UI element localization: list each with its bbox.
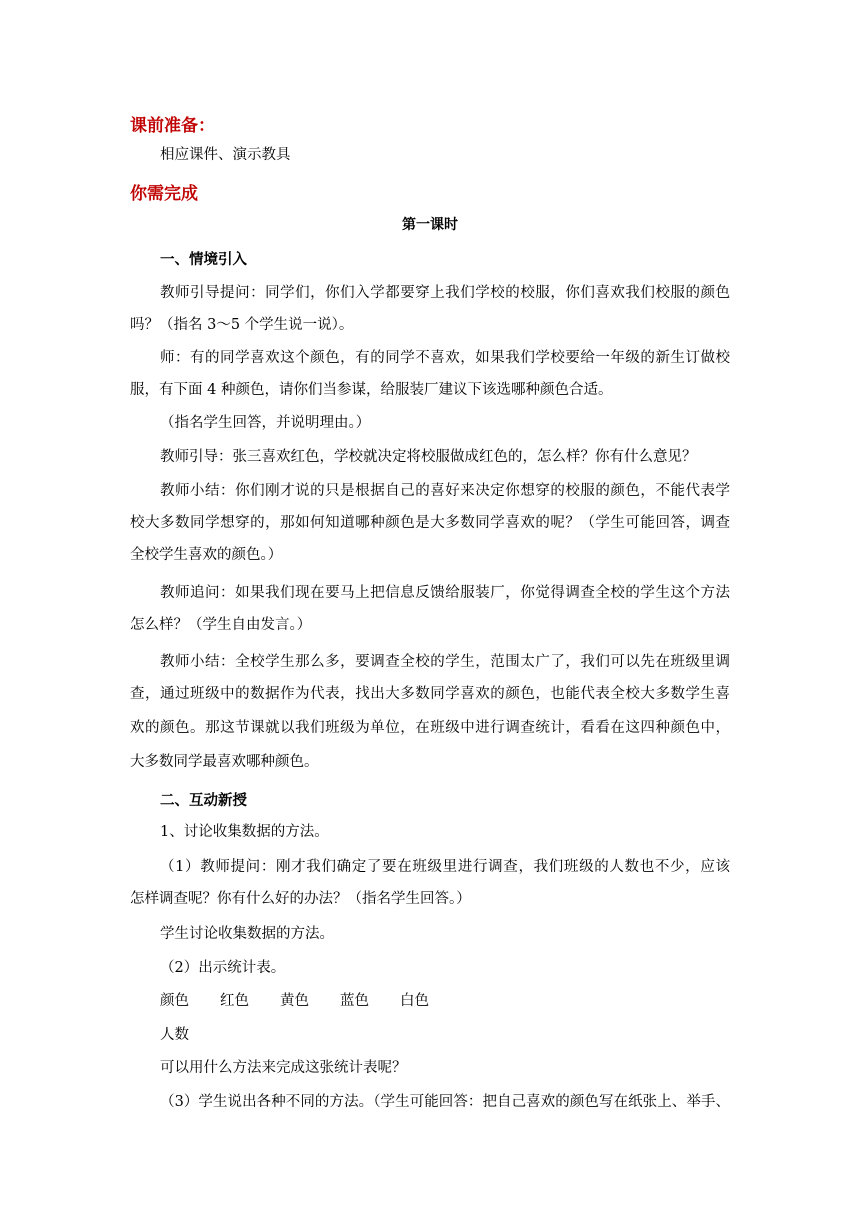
table-header-cell: 蓝色 — [340, 993, 369, 1009]
paragraph-line: 查，通过班级中的数据作为代表，找出大多数同学喜欢的颜色，也能代表全校大多数学生喜 — [130, 686, 730, 702]
prep-heading: 课前准备： — [130, 116, 215, 136]
paragraph-line: （3）学生说出各种不同的方法。（学生可能回答：把自己喜欢的颜色写在纸张上、举手、 — [160, 1094, 730, 1110]
paragraph-line: （2）出示统计表。 — [160, 960, 286, 976]
paragraph-line: （指名学生回答，并说明理由。） — [160, 415, 371, 431]
paragraph-line: 教师小结：全校学生那么多，要调查全校的学生，范围太广了，我们可以先在班级里调 — [160, 654, 730, 670]
paragraph-line: 全校学生喜欢的颜色。） — [130, 547, 283, 563]
section-heading-new-lesson: 二、互动新授 — [160, 793, 247, 809]
table-header-cell: 颜色 — [160, 993, 189, 1009]
stats-table-header — [160, 991, 460, 1011]
paragraph-line: 大多数同学最喜欢哪种颜色。 — [130, 754, 319, 770]
paragraph-line: （1）教师提问：刚才我们确定了要在班级里进行调查，我们班级的人数也不少，应该 — [160, 859, 730, 875]
paragraph-line: 学生讨论收集数据的方法。 — [160, 926, 334, 942]
section-heading-intro: 一、情境引入 — [160, 252, 247, 268]
paragraph-line: 1、讨论收集数据的方法。 — [160, 824, 329, 840]
paragraph-line: 教师追问：如果我们现在要马上把信息反馈给服装厂，你觉得调查全校的学生这个方法 — [160, 585, 730, 601]
paragraph-line: 欢的颜色。那这节课就以我们班级为单位，在班级中进行调查统计，看看在这四种颜色中， — [130, 720, 730, 736]
stats-table-row — [160, 1025, 189, 1045]
paragraph-line: 教师小结：你们刚才说的只是根据自己的喜好来决定你想穿的校服的颜色，不能代表学 — [160, 483, 730, 499]
paragraph-line: 教师引导提问：同学们，你们入学都要穿上我们学校的校服，你们喜欢我们校服的颜色 — [160, 285, 730, 301]
table-header-cell: 白色 — [400, 993, 429, 1009]
table-header-cell: 黄色 — [280, 993, 309, 1009]
lesson-title: 第一课时 — [402, 217, 458, 233]
paragraph-line: 教师引导：张三喜欢红色，学校就决定将校服做成红色的，怎么样？你有什么意见？ — [160, 449, 697, 465]
paragraph-line: 吗？（指名 3～5 个学生说一说）。 — [130, 317, 354, 333]
paragraph-line: 服，有下面 4 种颜色，请你们当参谋，给服装厂建议下该选哪种颜色合适。 — [130, 382, 613, 398]
todo-heading: 你需完成 — [130, 184, 198, 204]
paragraph-line: 怎么样？（学生自由发言。） — [130, 617, 312, 633]
table-header-cell: 红色 — [220, 993, 249, 1009]
prep-text: 相应课件、演示教具 — [160, 147, 291, 163]
paragraph-line: 怎样调查呢？你有什么好的办法？（指名学生回答。） — [130, 891, 471, 907]
paragraph-line: 师：有的同学喜欢这个颜色，有的同学不喜欢，如果我们学校要给一年级的新生订做校 — [160, 350, 730, 366]
table-row-label: 人数 — [160, 1027, 189, 1043]
paragraph-line: 可以用什么方法来完成这张统计表呢？ — [160, 1060, 407, 1076]
paragraph-line: 校大多数同学想穿的，那如何知道哪种颜色是大多数同学喜欢的呢？（学生可能回答，调查 — [130, 515, 730, 531]
